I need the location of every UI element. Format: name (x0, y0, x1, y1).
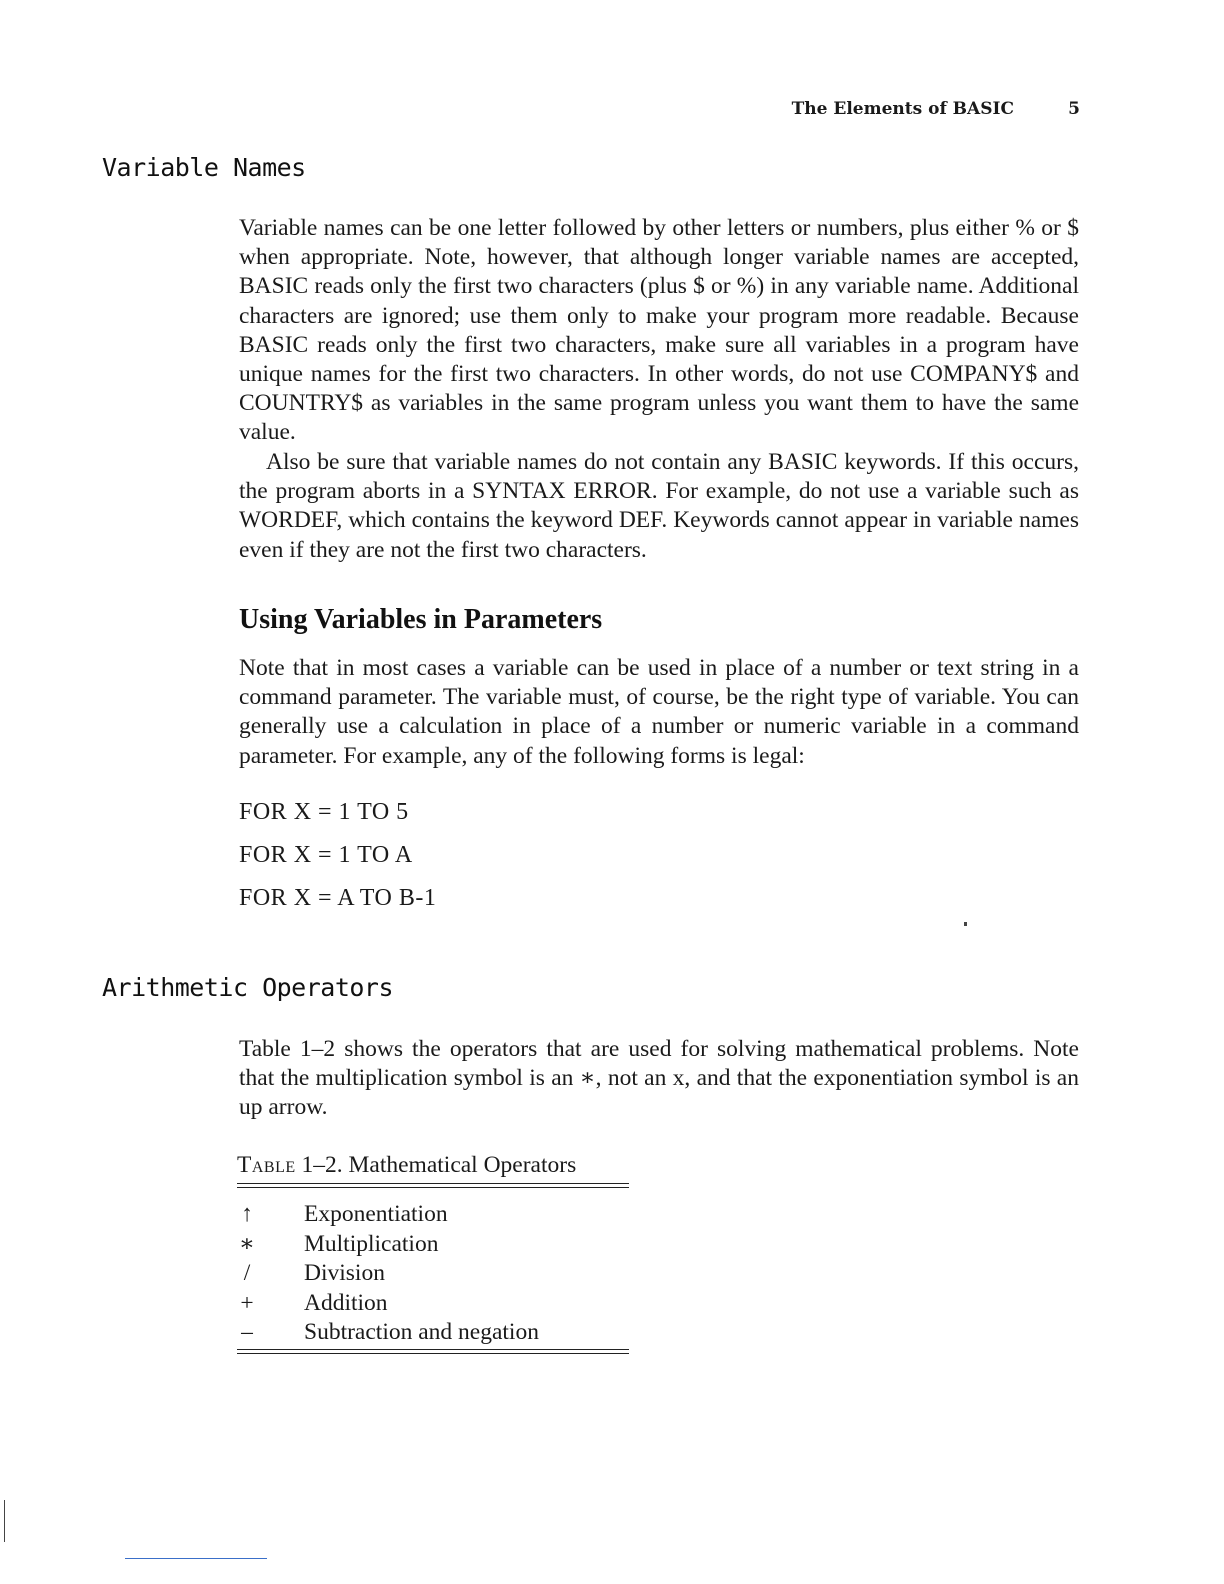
table-row (237, 1289, 629, 1319)
scan-bottom-line (125, 1558, 267, 1559)
code-line: FOR X = 1 TO A (239, 842, 413, 868)
code-line: FOR X = 1 TO 5 (239, 799, 409, 825)
table-caption-text: 1–2. Mathematical Operators (301, 1152, 577, 1178)
table-row (237, 1230, 629, 1260)
operators-table (237, 1200, 629, 1348)
table-row (237, 1318, 629, 1348)
running-head (700, 99, 1080, 125)
table-top-rule (237, 1187, 629, 1188)
table-bottom-rule (237, 1353, 629, 1354)
operator-name: Division (304, 1260, 385, 1286)
page-number: 5 (1068, 99, 1080, 119)
subheading-using-variables: Using Variables in Parameters (239, 604, 603, 635)
paragraph-variable-names-1: Variable names can be one letter followed by other letters or numbers, plus either % or $ when appropriate. Note, however, that although longer variable names are accepted, BASIC reads only the first two characters (plus $ or %) in any variable name. Additional characters are ignored; use them only to make your program more readable. Because BASIC reads only the first two characters, make sure all variables in a program have unique names for the first two characters. In other words, do not use COMPANY$ and COUNTRY$ as variables in the same program unless you want them to have the same value. (239, 215, 1079, 446)
operator-symbol: ↑ (241, 1201, 253, 1227)
paragraph-variable-names-2: Also be sure that variable names do not contain any BASIC keywords. If this occurs, the program aborts in a SYNTAX ERROR. For example, do not use a variable such as WORDEF, which contains the keyword DEF. Keywords cannot appear in variable names even if they are not the first two characters. (239, 449, 1079, 563)
scan-edge-mark (4, 1500, 5, 1542)
operator-name: Exponentiation (304, 1201, 448, 1227)
section-heading-variable-names: Variable Names (102, 153, 306, 182)
operator-symbol: / (243, 1260, 251, 1286)
scan-speck (964, 922, 967, 926)
running-head-title: The Elements of BASIC (791, 99, 1014, 119)
table-caption (237, 1151, 629, 1180)
table-top-rule (237, 1183, 629, 1184)
operator-symbol: ∗ (239, 1230, 255, 1257)
operator-symbol: + (240, 1289, 254, 1316)
table-row (237, 1259, 629, 1289)
section-heading-arithmetic-operators: Arithmetic Operators (102, 973, 394, 1002)
paragraph-arithmetic-operators: Table 1–2 shows the operators that are used for solving mathematical problems. Note that the multiplication symbol is an ∗, not an x, and that the exponentiation symbol is an up arrow. (239, 1036, 1079, 1121)
table-row (237, 1200, 629, 1230)
operator-name: Subtraction and negation (304, 1319, 539, 1345)
table-caption-label: Table (237, 1152, 296, 1178)
operator-name: Multiplication (304, 1230, 439, 1257)
paragraph-using-variables: Note that in most cases a variable can be used in place of a number or text string in a command parameter. The variable must, of course, be the right type of variable. You can generally use a calculation in place of a number or numeric variable in a command parameter. For example, any of the following forms is legal: (239, 655, 1079, 769)
table-bottom-rule (237, 1349, 629, 1350)
operator-name: Addition (304, 1289, 388, 1316)
code-line: FOR X = A TO B-1 (239, 885, 437, 911)
operator-symbol: – (241, 1319, 253, 1345)
